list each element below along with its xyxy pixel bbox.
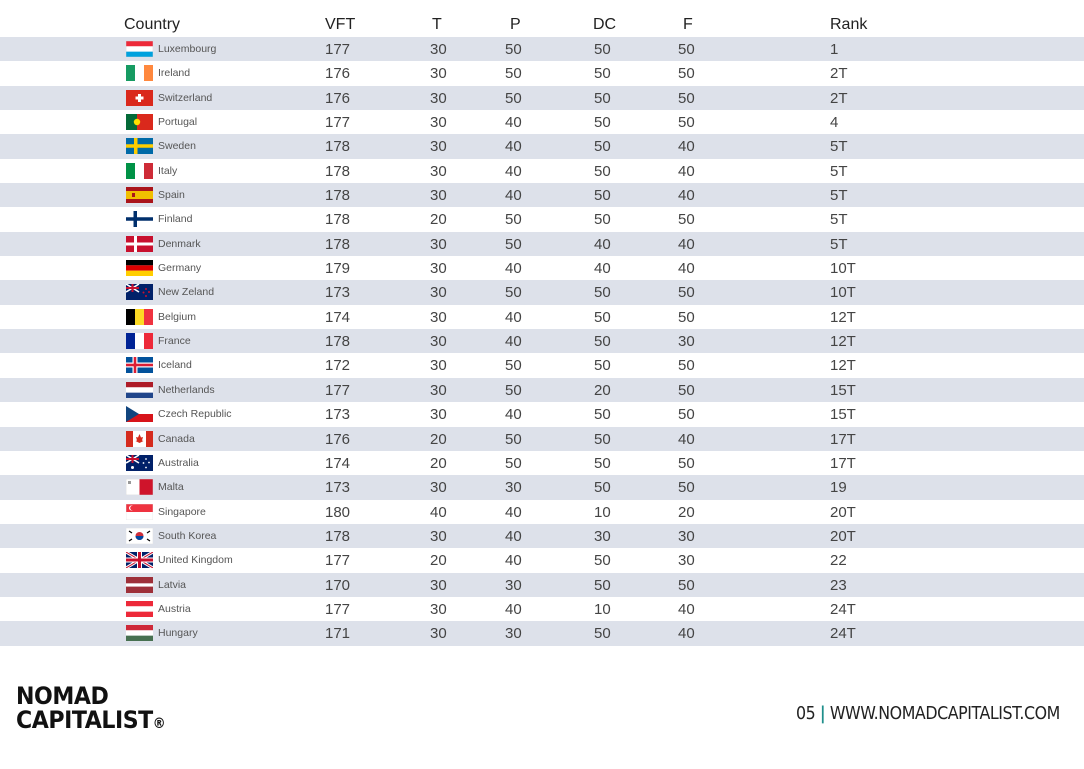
- rank-value: 12T: [830, 357, 856, 375]
- table-row: [0, 621, 1084, 645]
- p-value: 40: [505, 552, 522, 570]
- p-value: 50: [505, 454, 522, 472]
- country-name: Spain: [158, 189, 185, 202]
- rank-value: 5T: [830, 211, 848, 229]
- f-value: 50: [678, 357, 695, 375]
- vft-value: 176: [325, 89, 351, 107]
- logo-line2: CAPITALIST: [16, 706, 153, 734]
- rank-value: 19: [830, 479, 847, 497]
- f-value: 40: [678, 187, 695, 205]
- rank-value: 23: [830, 576, 847, 594]
- f-value: 30: [678, 552, 695, 570]
- vft-value: 178: [325, 527, 351, 545]
- t-value: 20: [430, 552, 447, 570]
- table-row: [0, 427, 1084, 451]
- dc-value: 50: [594, 406, 611, 424]
- p-value: 40: [505, 260, 522, 278]
- country-name: Iceland: [158, 359, 192, 372]
- table-row: [0, 207, 1084, 231]
- vft-value: 177: [325, 41, 351, 58]
- table-row: [0, 232, 1084, 256]
- vft-value: 178: [325, 211, 351, 229]
- p-value: 50: [505, 284, 522, 302]
- p-value: 40: [505, 406, 522, 424]
- country-name: Switzerland: [158, 91, 213, 104]
- dc-value: 50: [594, 187, 611, 205]
- p-value: 40: [505, 308, 522, 326]
- australia-flag-icon: [126, 455, 153, 471]
- f-value: 50: [678, 284, 695, 302]
- t-value: 30: [430, 625, 447, 643]
- hungary-flag-icon: [126, 625, 153, 641]
- f-value: 50: [678, 89, 695, 107]
- rank-value: 5T: [830, 162, 848, 180]
- vft-value: 177: [325, 381, 351, 399]
- rank-value: 15T: [830, 381, 856, 399]
- dc-value: 10: [594, 503, 611, 521]
- p-value: 40: [505, 114, 522, 132]
- vft-value: 173: [325, 284, 351, 302]
- country-name: Canada: [158, 432, 195, 445]
- iceland-flag-icon: [126, 357, 153, 373]
- denmark-flag-icon: [126, 236, 153, 252]
- t-value: 40: [430, 503, 447, 521]
- p-value: 40: [505, 527, 522, 545]
- rank-value: 5T: [830, 187, 848, 205]
- p-value: 30: [505, 625, 522, 643]
- country-name: Netherlands: [158, 383, 215, 396]
- rank-value: 15T: [830, 406, 856, 424]
- t-value: 30: [430, 162, 447, 180]
- p-value: 30: [505, 576, 522, 594]
- dc-value: 50: [594, 162, 611, 180]
- country-name: Czech Republic: [158, 408, 232, 421]
- header-country: Country: [124, 16, 181, 33]
- rank-value: 4: [830, 114, 839, 132]
- page-footer: [796, 703, 1060, 724]
- p-value: 50: [505, 235, 522, 253]
- table-header: [0, 12, 1084, 37]
- t-value: 30: [430, 187, 447, 205]
- country-name: Latvia: [158, 578, 187, 591]
- t-value: 30: [430, 357, 447, 375]
- austria-flag-icon: [126, 601, 153, 617]
- p-value: 50: [505, 357, 522, 375]
- footer-separator: |: [819, 703, 826, 724]
- country-name: France: [158, 335, 191, 348]
- country-name: Italy: [158, 164, 178, 177]
- header-t: T: [432, 16, 442, 33]
- f-value: 50: [678, 406, 695, 424]
- table-row: [0, 280, 1084, 304]
- p-value: 50: [505, 41, 522, 58]
- t-value: 30: [430, 89, 447, 107]
- table-row: [0, 329, 1084, 353]
- header-rank: Rank: [830, 16, 868, 33]
- table-row: [0, 159, 1084, 183]
- t-value: 30: [430, 41, 447, 58]
- f-value: 50: [678, 576, 695, 594]
- header-vft: VFT: [325, 16, 356, 33]
- table-row: [0, 548, 1084, 572]
- singapore-flag-icon: [126, 504, 153, 520]
- country-name: Denmark: [158, 237, 201, 250]
- table-row: [0, 305, 1084, 329]
- p-value: 50: [505, 89, 522, 107]
- country-name: Austria: [158, 602, 191, 615]
- country-name: United Kingdom: [158, 554, 233, 567]
- t-value: 30: [430, 600, 447, 618]
- vft-value: 178: [325, 187, 351, 205]
- table-row: [0, 256, 1084, 280]
- malta-flag-icon: [126, 479, 153, 495]
- vft-value: 178: [325, 162, 351, 180]
- t-value: 30: [430, 65, 447, 83]
- country-name: Belgium: [158, 310, 196, 323]
- t-value: 30: [430, 260, 447, 278]
- vft-value: 177: [325, 114, 351, 132]
- t-value: 30: [430, 114, 447, 132]
- vft-value: 173: [325, 479, 351, 497]
- dc-value: 50: [594, 308, 611, 326]
- p-value: 50: [505, 381, 522, 399]
- f-value: 50: [678, 211, 695, 229]
- country-name: New Zeland: [158, 286, 215, 299]
- dc-value: 50: [594, 65, 611, 83]
- country-name: Portugal: [158, 116, 198, 129]
- header-p: P: [510, 16, 521, 33]
- rankings-table: [0, 12, 1084, 646]
- table-row: [0, 37, 1084, 61]
- rank-value: 2T: [830, 89, 848, 107]
- united-kingdom-flag-icon: [126, 552, 153, 568]
- p-value: 40: [505, 162, 522, 180]
- rank-value: 20T: [830, 527, 856, 545]
- netherlands-flag-icon: [126, 382, 153, 398]
- p-value: 40: [505, 503, 522, 521]
- vft-value: 178: [325, 235, 351, 253]
- t-value: 30: [430, 527, 447, 545]
- registered-mark: ®: [152, 716, 166, 732]
- t-value: 20: [430, 454, 447, 472]
- dc-value: 50: [594, 576, 611, 594]
- spain-flag-icon: [126, 187, 153, 203]
- vft-value: 176: [325, 65, 351, 83]
- rank-value: 20T: [830, 503, 856, 521]
- p-value: 30: [505, 479, 522, 497]
- dc-value: 50: [594, 211, 611, 229]
- t-value: 30: [430, 381, 447, 399]
- f-value: 50: [678, 381, 695, 399]
- vft-value: 180: [325, 503, 351, 521]
- dc-value: 40: [594, 260, 611, 278]
- czech-republic-flag-icon: [126, 406, 153, 422]
- table-row: [0, 86, 1084, 110]
- switzerland-flag-icon: [126, 90, 153, 106]
- f-value: 50: [678, 41, 695, 58]
- vft-value: 178: [325, 138, 351, 156]
- t-value: 30: [430, 284, 447, 302]
- f-value: 40: [678, 430, 695, 448]
- f-value: 50: [678, 479, 695, 497]
- table-row: [0, 573, 1084, 597]
- country-name: Malta: [158, 481, 184, 494]
- dc-value: 50: [594, 41, 611, 58]
- dc-value: 50: [594, 357, 611, 375]
- vft-value: 178: [325, 333, 351, 351]
- dc-value: 50: [594, 479, 611, 497]
- logo-line1: NOMAD: [16, 682, 109, 710]
- country-name: Finland: [158, 213, 193, 226]
- latvia-flag-icon: [126, 577, 153, 593]
- rank-value: 22: [830, 552, 847, 570]
- south-korea-flag-icon: [126, 528, 153, 544]
- dc-value: 50: [594, 333, 611, 351]
- header-dc: DC: [593, 16, 617, 33]
- f-value: 30: [678, 527, 695, 545]
- country-name: Singapore: [158, 505, 206, 518]
- portugal-flag-icon: [126, 114, 153, 130]
- country-name: Australia: [158, 456, 199, 469]
- p-value: 50: [505, 430, 522, 448]
- vft-value: 177: [325, 552, 351, 570]
- new-zealand-flag-icon: [126, 284, 153, 300]
- country-name: Sweden: [158, 140, 196, 153]
- dc-value: 50: [594, 138, 611, 156]
- f-value: 20: [678, 503, 695, 521]
- rank-value: 2T: [830, 65, 848, 83]
- t-value: 30: [430, 576, 447, 594]
- rank-value: 5T: [830, 235, 848, 253]
- italy-flag-icon: [126, 163, 153, 179]
- dc-value: 50: [594, 89, 611, 107]
- p-value: 40: [505, 600, 522, 618]
- canada-flag-icon: [126, 431, 153, 447]
- rank-value: 10T: [830, 260, 856, 278]
- table-row: [0, 378, 1084, 402]
- vft-value: 172: [325, 357, 351, 375]
- table-row: [0, 597, 1084, 621]
- country-name: Luxembourg: [158, 43, 217, 55]
- table-body: [0, 37, 1084, 646]
- table-row: [0, 475, 1084, 499]
- header-f: F: [683, 16, 693, 33]
- nomad-capitalist-logo: [16, 684, 165, 736]
- finland-flag-icon: [126, 211, 153, 227]
- t-value: 30: [430, 235, 447, 253]
- dc-value: 30: [594, 527, 611, 545]
- rank-value: 1: [830, 41, 839, 58]
- rank-value: 5T: [830, 138, 848, 156]
- luxembourg-flag-icon: [126, 41, 153, 57]
- table-row: [0, 110, 1084, 134]
- vft-value: 173: [325, 406, 351, 424]
- ireland-flag-icon: [126, 65, 153, 81]
- table-row: [0, 183, 1084, 207]
- t-value: 30: [430, 308, 447, 326]
- p-value: 40: [505, 187, 522, 205]
- vft-value: 170: [325, 576, 351, 594]
- f-value: 50: [678, 308, 695, 326]
- germany-flag-icon: [126, 260, 153, 276]
- dc-value: 50: [594, 552, 611, 570]
- dc-value: 50: [594, 454, 611, 472]
- dc-value: 50: [594, 625, 611, 643]
- dc-value: 20: [594, 381, 611, 399]
- f-value: 40: [678, 162, 695, 180]
- vft-value: 179: [325, 260, 351, 278]
- rank-value: 24T: [830, 600, 856, 618]
- table-row: [0, 500, 1084, 524]
- p-value: 50: [505, 65, 522, 83]
- table-row: [0, 61, 1084, 85]
- t-value: 30: [430, 333, 447, 351]
- footer-url: WWW.NOMADCAPITALIST.COM: [829, 703, 1060, 724]
- table-row: [0, 524, 1084, 548]
- table-row: [0, 402, 1084, 426]
- table-row: [0, 451, 1084, 475]
- dc-value: 10: [594, 600, 611, 618]
- table-row: [0, 134, 1084, 158]
- table-row: [0, 353, 1084, 377]
- t-value: 20: [430, 430, 447, 448]
- rank-value: 17T: [830, 430, 856, 448]
- t-value: 30: [430, 479, 447, 497]
- f-value: 50: [678, 114, 695, 132]
- f-value: 50: [678, 454, 695, 472]
- f-value: 50: [678, 65, 695, 83]
- rank-value: 17T: [830, 454, 856, 472]
- f-value: 40: [678, 138, 695, 156]
- p-value: 40: [505, 333, 522, 351]
- vft-value: 176: [325, 430, 351, 448]
- dc-value: 50: [594, 114, 611, 132]
- dc-value: 50: [594, 284, 611, 302]
- f-value: 30: [678, 333, 695, 351]
- vft-value: 171: [325, 625, 351, 643]
- vft-value: 177: [325, 600, 351, 618]
- f-value: 40: [678, 235, 695, 253]
- country-name: Germany: [158, 262, 202, 275]
- dc-value: 50: [594, 430, 611, 448]
- country-name: Ireland: [158, 67, 191, 80]
- rank-value: 12T: [830, 333, 856, 351]
- vft-value: 174: [325, 454, 351, 472]
- t-value: 30: [430, 406, 447, 424]
- country-name: Hungary: [158, 627, 198, 640]
- t-value: 30: [430, 138, 447, 156]
- vft-value: 174: [325, 308, 351, 326]
- sweden-flag-icon: [126, 138, 153, 154]
- rank-value: 12T: [830, 308, 856, 326]
- belgium-flag-icon: [126, 309, 153, 325]
- p-value: 40: [505, 138, 522, 156]
- t-value: 20: [430, 211, 447, 229]
- p-value: 50: [505, 211, 522, 229]
- f-value: 40: [678, 260, 695, 278]
- f-value: 40: [678, 625, 695, 643]
- rank-value: 24T: [830, 625, 856, 643]
- france-flag-icon: [126, 333, 153, 349]
- page-number: 05: [796, 703, 816, 724]
- country-name: South Korea: [158, 529, 217, 542]
- dc-value: 40: [594, 235, 611, 253]
- f-value: 40: [678, 600, 695, 618]
- rank-value: 10T: [830, 284, 856, 302]
